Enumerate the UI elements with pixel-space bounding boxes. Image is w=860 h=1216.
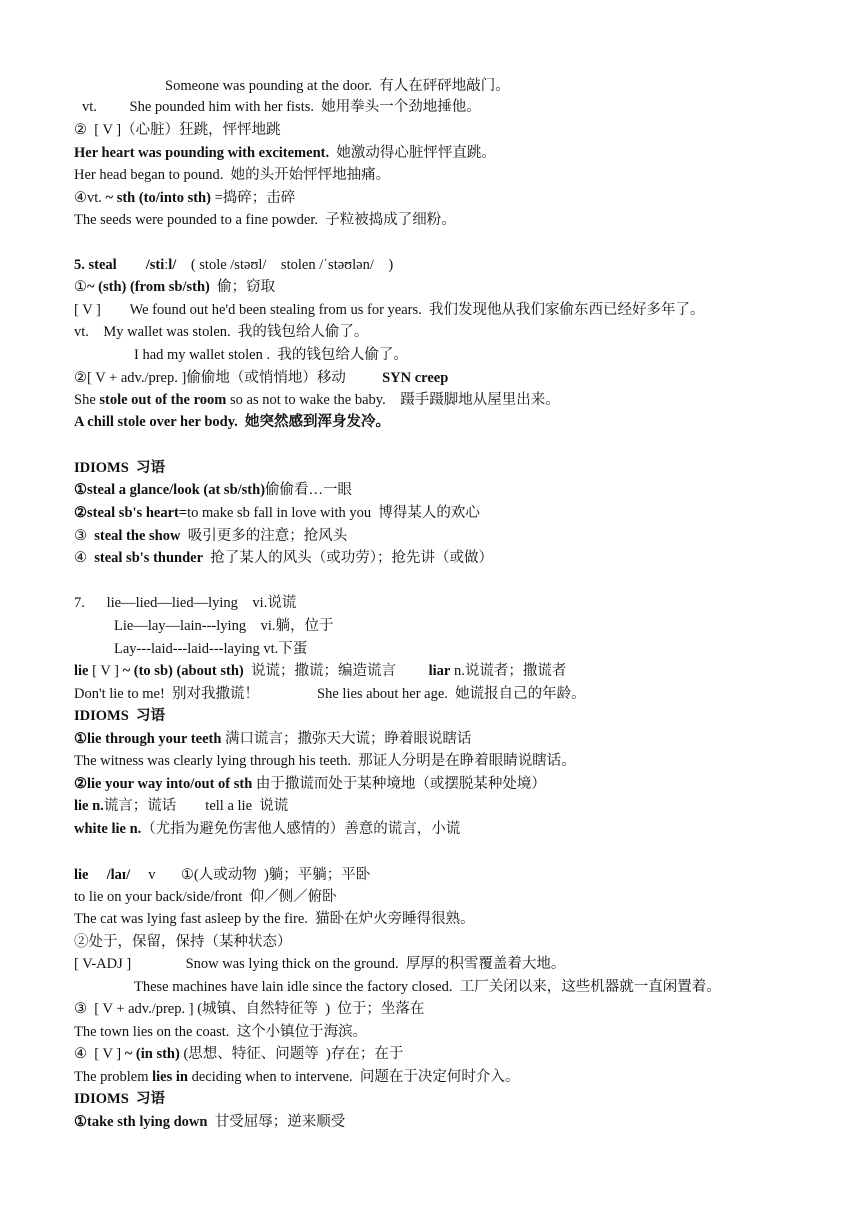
text-segment: 说谎；撒谎；编造谎言 (243, 663, 429, 679)
text-segment: ②[ V + adv./prep. ]偷偷地（或悄悄地）移动 (74, 370, 383, 386)
bold-text-segment: ~ (to sb) (about sth) (122, 663, 244, 679)
text-line (114, 617, 333, 635)
text-segment (117, 257, 146, 273)
text-segment: The seeds were pounded to a fine powder. 子粒被捣成了细粉。 (74, 212, 456, 228)
text-line (134, 978, 721, 996)
text-segment: 抢了某人的风头（或功劳）；抢先讲（或做） (203, 550, 494, 566)
text-segment: [ V ] (88, 663, 123, 679)
text-segment: ② [ V ]（心脏）狂跳，怦怦地跳 (74, 122, 281, 138)
text-line (74, 323, 368, 341)
text-segment: ③ (74, 528, 95, 544)
text-line (74, 910, 475, 928)
bold-text-segment: stole out of the room (99, 392, 227, 408)
text-segment: 吸引更多的注意；抢风头 (180, 528, 348, 544)
text-line (74, 121, 281, 139)
bold-text-segment: /stiːl/ (145, 257, 177, 273)
text-segment: 偷；窃取 (209, 279, 276, 295)
text-segment: =捣碎；击碎 (210, 190, 296, 206)
text-line (74, 594, 296, 612)
text-line (74, 888, 337, 906)
text-segment: deciding when to intervene. 问题在于决定何时介入。 (187, 1069, 520, 1085)
text-line (74, 797, 288, 815)
text-segment: I had my wallet stolen . 我的钱包给人偷了。 (134, 347, 408, 363)
bold-text-segment: 5. steal (74, 257, 117, 273)
text-segment: Someone was pounding at the door. 有人在砰砰地敲门。 (165, 78, 510, 94)
text-segment: ④vt. (74, 190, 106, 206)
bold-text-segment: liar (428, 663, 451, 679)
text-segment: （尤指为避免伤害他人感情的）善意的谎言，小谎 (141, 821, 461, 837)
text-line (74, 752, 576, 770)
text-segment: (思想、特征、问题等 )存在；在于 (179, 1046, 404, 1062)
text-line (74, 1090, 165, 1108)
text-line (74, 730, 472, 748)
text-line (74, 955, 565, 973)
text-segment: Lay---laid---laid---laying vt.下蛋 (114, 641, 308, 657)
bold-text-segment: Her heart was pounding with excitement. (74, 145, 330, 161)
text-line (74, 278, 275, 296)
bold-text-segment: ①steal a glance/look (at sb/sth) (74, 482, 266, 498)
text-line (74, 549, 493, 567)
text-line (74, 144, 496, 162)
text-line (74, 866, 370, 884)
bold-text-segment: ①take sth lying down (74, 1114, 208, 1130)
bold-text-segment: steal sb's thunder (94, 550, 204, 566)
bold-text-segment: SYN creep (382, 370, 449, 386)
text-segment: ① (74, 279, 87, 295)
text-line (74, 775, 546, 793)
text-line (74, 189, 295, 207)
text-line (74, 707, 165, 725)
text-segment: ④ [ V ] (74, 1046, 125, 1062)
text-segment: Don't lie to me! 别对我撒谎！ She lies about her age. 她谎报自己的年龄。 (74, 686, 586, 702)
text-line (74, 1113, 345, 1131)
text-segment: The town lies on the coast. 这个小镇位于海滨。 (74, 1024, 368, 1040)
text-line (74, 1068, 519, 1086)
text-segment: 偷偷看…一眼 (265, 482, 353, 498)
text-segment: vt. She pounded him with her fists. 她用拳头一个劲地捶他。 (82, 99, 481, 115)
text-segment: 谎言；谎话 tell a lie 说谎 (103, 798, 289, 814)
text-line (74, 413, 390, 431)
text-line (74, 459, 165, 477)
bold-text-segment: IDIOMS 习语 (74, 1091, 166, 1107)
text-line (74, 166, 390, 184)
bold-text-segment: A chill stole over her body. 她突然感到浑身发冷。 (74, 414, 391, 430)
bold-text-segment: steal the show (94, 528, 181, 544)
text-line (74, 369, 448, 387)
text-segment: to lie on your back/side/front 仰／侧／俯卧 (74, 889, 337, 905)
text-line (165, 77, 510, 95)
text-line (74, 820, 460, 838)
text-segment: ( stole /stəʊl/ stolen /ˈstəʊlən/ ) (176, 257, 394, 273)
bold-text-segment: white lie n. (74, 821, 142, 837)
text-segment: v ①(人或动物 )躺；平躺；平卧 (130, 867, 371, 883)
bold-text-segment: lies in (152, 1069, 188, 1085)
text-segment: 满口谎言；撒弥天大谎；睁着眼说瞎话 (221, 731, 472, 747)
text-segment: 7. lie—lied—lied—lying vi.说谎 (74, 595, 297, 611)
bold-text-segment: ~ (sth) (from sb/sth) (87, 279, 210, 295)
text-line (74, 481, 352, 499)
text-segment: These machines have lain idle since the factory closed. 工厂关闭以来，这些机器就一直闲置着。 (134, 979, 721, 995)
text-line (74, 685, 586, 703)
bold-text-segment: lie /laɪ/ (74, 867, 131, 883)
bold-text-segment: ②lie your way into/out of sth (74, 776, 253, 792)
text-segment: [ V-ADJ ] Snow was lying thick on the ground. 厚厚的积雪覆盖着大地。 (74, 956, 566, 972)
text-segment: ③ [ V + adv./prep. ] (城镇、自然特征等 ) 位于；坐落在 (74, 1001, 425, 1017)
text-line (74, 1000, 424, 1018)
text-segment: The witness was clearly lying through his teeth. 那证人分明是在睁着眼睛说瞎话。 (74, 753, 576, 769)
text-segment: Lie—lay—lain---lying vi.躺，位于 (114, 618, 334, 634)
text-line (74, 527, 347, 545)
text-segment: n.说谎者；撒谎者 (450, 663, 567, 679)
text-line (74, 1045, 403, 1063)
text-line (74, 391, 560, 409)
bold-text-segment: IDIOMS 习语 (74, 708, 166, 724)
text-segment: to make sb fall in love with you 博得某人的欢心 (187, 505, 480, 521)
text-segment: so as not to wake the baby. 蹑手蹑脚地从屋里出来。 (226, 392, 560, 408)
text-segment: She (74, 392, 100, 408)
text-segment: 由于撒谎而处于某种境地（或摆脱某种处境） (252, 776, 546, 792)
text-segment: [ V ] We found out he'd been stealing from us for years. 我们发现他从我们家偷东西已经好多年了。 (74, 302, 705, 318)
bold-text-segment: lie n. (74, 798, 104, 814)
text-line (74, 301, 705, 319)
bold-text-segment: IDIOMS 习语 (74, 460, 166, 476)
text-line (74, 1023, 367, 1041)
text-segment: ④ (74, 550, 95, 566)
text-segment: vt. My wallet was stolen. 我的钱包给人偷了。 (74, 324, 369, 340)
text-line (82, 98, 481, 116)
text-segment: ②处于，保留，保持（某种状态） (74, 934, 292, 950)
bold-text-segment: lie (74, 663, 89, 679)
text-line (114, 640, 307, 658)
text-segment: Her head began to pound. 她的头开始怦怦地抽痛。 (74, 167, 391, 183)
text-line (74, 211, 456, 229)
text-line (74, 662, 566, 680)
text-segment: The problem (74, 1069, 153, 1085)
text-line (74, 933, 292, 951)
bold-text-segment: ①lie through your teeth (74, 731, 222, 747)
text-line (74, 504, 480, 522)
bold-text-segment: ②steal sb's heart= (74, 505, 188, 521)
text-line (134, 346, 408, 364)
text-line (74, 256, 393, 274)
bold-text-segment: ~ (in sth) (124, 1046, 180, 1062)
text-segment: The cat was lying fast asleep by the fire. 猫卧在炉火旁睡得很熟。 (74, 911, 475, 927)
bold-text-segment: ~ sth (to/into sth) (105, 190, 211, 206)
text-segment: 她激动得心脏怦怦直跳。 (329, 145, 496, 161)
text-segment: 甘受屈辱；逆来顺受 (207, 1114, 346, 1130)
